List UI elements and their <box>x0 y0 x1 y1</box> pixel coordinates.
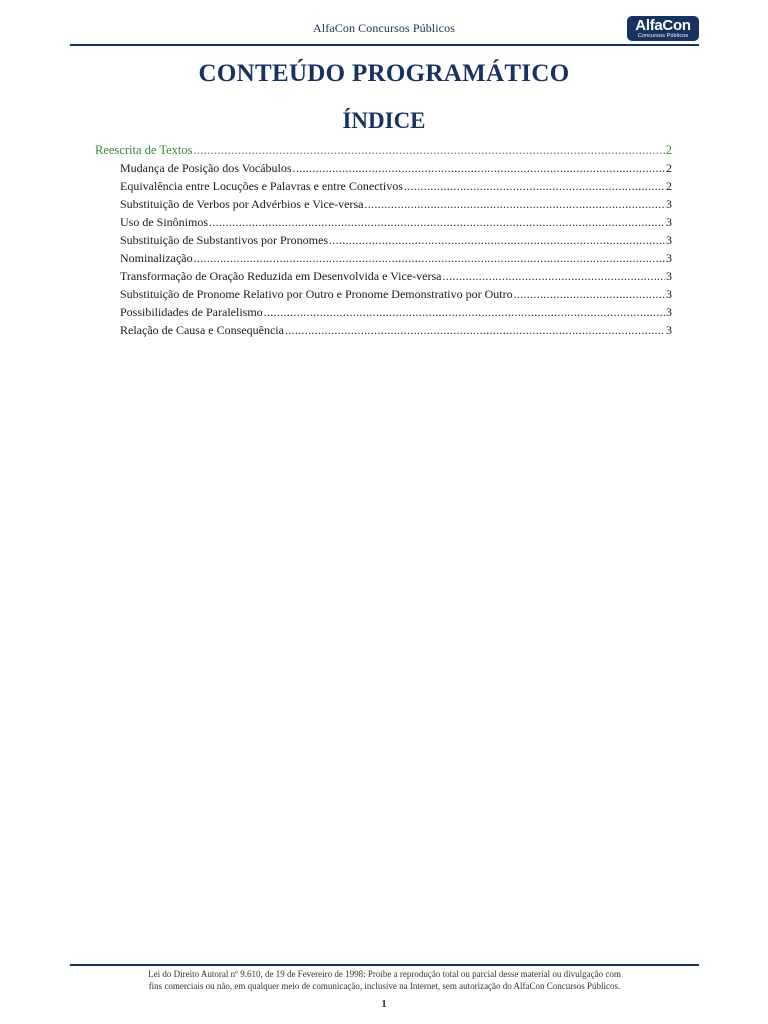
page-number: 1 <box>381 998 387 1010</box>
toc-entry[interactable] <box>95 213 672 231</box>
toc-entry-page: 2 <box>665 143 672 157</box>
copyright-line-2: fins comerciais ou não, em qualquer meio de comunicação, inclusive na Internet, sem autorização do AlfaCon Concursos Públicos. <box>148 981 621 991</box>
document-title: CONTEÚDO PROGRAMÁTICO <box>198 60 570 87</box>
toc-entry-label: Equivalência entre Locuções e Palavras e entre Conectivos <box>120 179 403 193</box>
toc-entry-page: 2 <box>666 179 672 193</box>
toc-entry-label: Mudança de Posição dos Vocábulos <box>120 161 292 175</box>
toc-entry-label: Transformação de Oração Reduzida em Desenvolvida e Vice-versa <box>120 269 442 283</box>
toc-entry[interactable] <box>95 267 672 285</box>
toc-dot-leader <box>264 303 665 321</box>
toc-entry-label: Reescrita de Textos <box>95 143 193 157</box>
toc-entry[interactable] <box>95 141 672 159</box>
toc-dot-leader <box>404 177 665 195</box>
toc-entry-label: Nominalização <box>120 251 193 265</box>
header-divider <box>70 44 699 46</box>
toc-entry-label: Possibilidades de Paralelismo <box>120 305 263 319</box>
toc-entry-label: Substituição de Substantivos por Pronomes <box>120 233 328 247</box>
toc-dot-leader <box>514 285 665 303</box>
toc-dot-leader <box>293 159 665 177</box>
toc-entry-label: Relação de Causa e Consequência <box>120 323 284 337</box>
logo-subtitle-text: Concursos Públicos <box>637 33 689 39</box>
toc-entry[interactable] <box>95 321 672 339</box>
toc-dot-leader <box>193 141 664 159</box>
copyright-notice <box>70 968 699 992</box>
toc-entry-label: Uso de Sinônimos <box>120 215 209 229</box>
footer-divider <box>70 964 699 966</box>
toc-dot-leader <box>364 195 665 213</box>
toc-entry-page: 2 <box>666 161 672 175</box>
toc-entry-page: 3 <box>666 197 672 211</box>
toc-entry[interactable] <box>95 159 672 177</box>
toc-entry[interactable] <box>95 285 672 303</box>
toc-entry-label: Substituição de Verbos por Advérbios e Vice-versa <box>120 197 364 211</box>
toc-entry[interactable] <box>95 303 672 321</box>
toc-entry-page: 3 <box>666 287 672 301</box>
copyright-line-1: Lei do Direito Autoral nº 9.610, de 19 de Fevereiro de 1998: Proíbe a reprodução total ou parcial desse material ou divulgação com <box>148 969 621 979</box>
toc-entry-page: 3 <box>666 323 672 337</box>
toc-dot-leader <box>285 321 665 339</box>
toc-entry[interactable] <box>95 177 672 195</box>
toc-entry-page: 3 <box>666 233 672 247</box>
toc-entry-page: 3 <box>666 251 672 265</box>
toc-entry-page: 3 <box>666 215 672 229</box>
header-title: AlfaCon Concursos Públicos <box>313 21 455 35</box>
index-title: ÍNDICE <box>342 108 426 133</box>
toc-entry-page: 3 <box>666 269 672 283</box>
logo-brand-text: AlfaCon <box>635 17 691 34</box>
alfacon-logo <box>627 16 699 41</box>
toc-entry[interactable] <box>95 231 672 249</box>
table-of-contents <box>95 141 672 339</box>
toc-entry[interactable] <box>95 195 672 213</box>
toc-dot-leader <box>194 249 665 267</box>
toc-dot-leader <box>443 267 666 285</box>
toc-dot-leader <box>329 231 665 249</box>
toc-dot-leader <box>209 213 665 231</box>
toc-entry-page: 3 <box>666 305 672 319</box>
toc-entry[interactable] <box>95 249 672 267</box>
toc-entry-label: Substituição de Pronome Relativo por Outro e Pronome Demonstrativo por Outro <box>120 287 513 301</box>
